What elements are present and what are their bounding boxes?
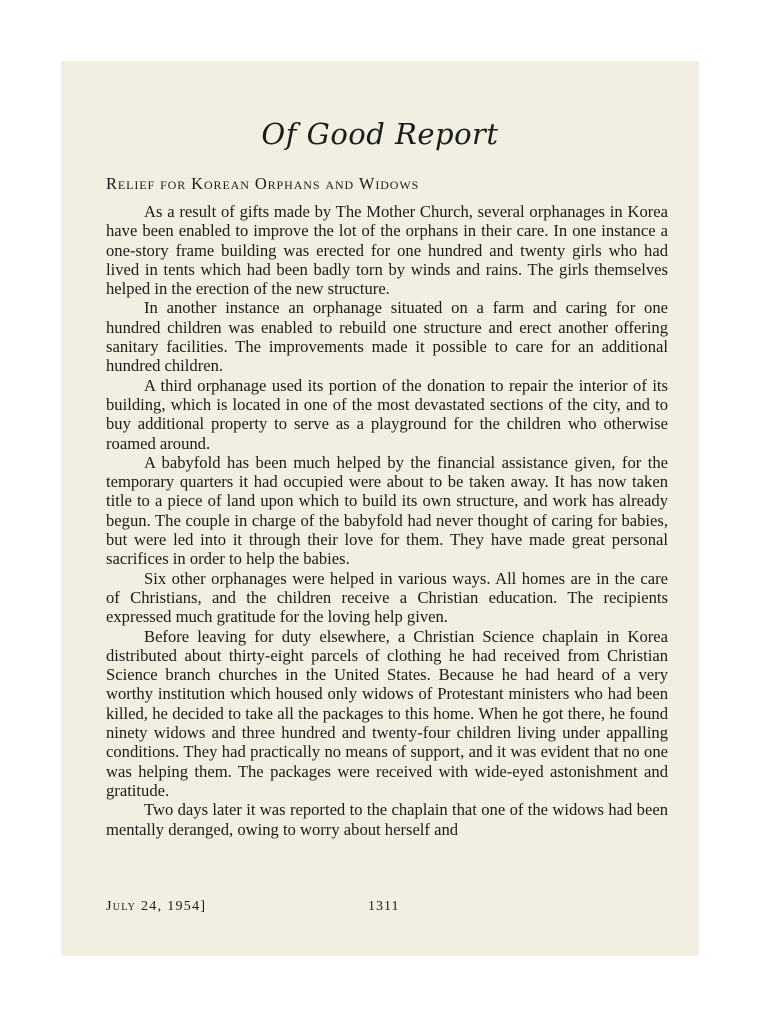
document-page <box>61 61 699 956</box>
paragraph: Before leaving for duty elsewhere, a Christian Science chaplain in Korea distributed about thirty-eight parcels of clothing he had received from Christian Science branch churches in the United States. Because he had heard of a very worthy institution which housed only widows of Protestant ministers who had been killed, he decided to take all the packages to this home. When he got there, he found ninety widows and three hundred and twenty-four children living under appalling conditions. They had practically no means of support, and it was evident that no one was helping them. The packages were received with wide-eyed astonishment and gratitude. <box>106 626 668 800</box>
article-body <box>106 202 668 839</box>
page-title: Of Good Report <box>261 117 499 151</box>
page-number: 1311 <box>368 899 400 914</box>
article-heading: Relief for Korean Orphans and Widows <box>106 174 420 193</box>
paragraph: Six other orphanages were helped in various ways. All homes are in the care of Christians, and the children receive a Christian education. The recipients expressed much gratitude for the loving help given. <box>106 568 668 627</box>
issue-date: July 24, 1954] <box>106 899 207 914</box>
paragraph: In another instance an orphanage situated on a farm and caring for one hundred children was enabled to rebuild one structure and erect another offering sanitary facilities. The improvements made it possible to care for an additional hundred children. <box>106 298 668 376</box>
paragraph: A babyfold has been much helped by the financial assistance given, for the temporary quarters it had occupied were about to be taken away. It has now taken title to a piece of land upon which to build its own structure, and work has already begun. The couple in charge of the babyfold had never thought of caring for babies, but were led into it through their love for them. They have made great personal sacrifices in order to help the babies. <box>106 452 668 569</box>
paragraph: A third orphanage used its portion of the donation to repair the interior of its building, which is located in one of the most devastated sections of the city, and to buy additional property to serve as a playground for the children who otherwise roamed around. <box>106 375 668 453</box>
paragraph: As a result of gifts made by The Mother Church, several orphanages in Korea have been enabled to improve the lot of the orphans in their care. In one instance a one-story frame building was erected for one hundred and twenty girls who had lived in tents which had been badly torn by winds and rains. The girls themselves helped in the erection of the new structure. <box>106 202 668 299</box>
paragraph: Two days later it was reported to the chaplain that one of the widows had been mentally deranged, owing to worry about herself and <box>106 800 668 839</box>
